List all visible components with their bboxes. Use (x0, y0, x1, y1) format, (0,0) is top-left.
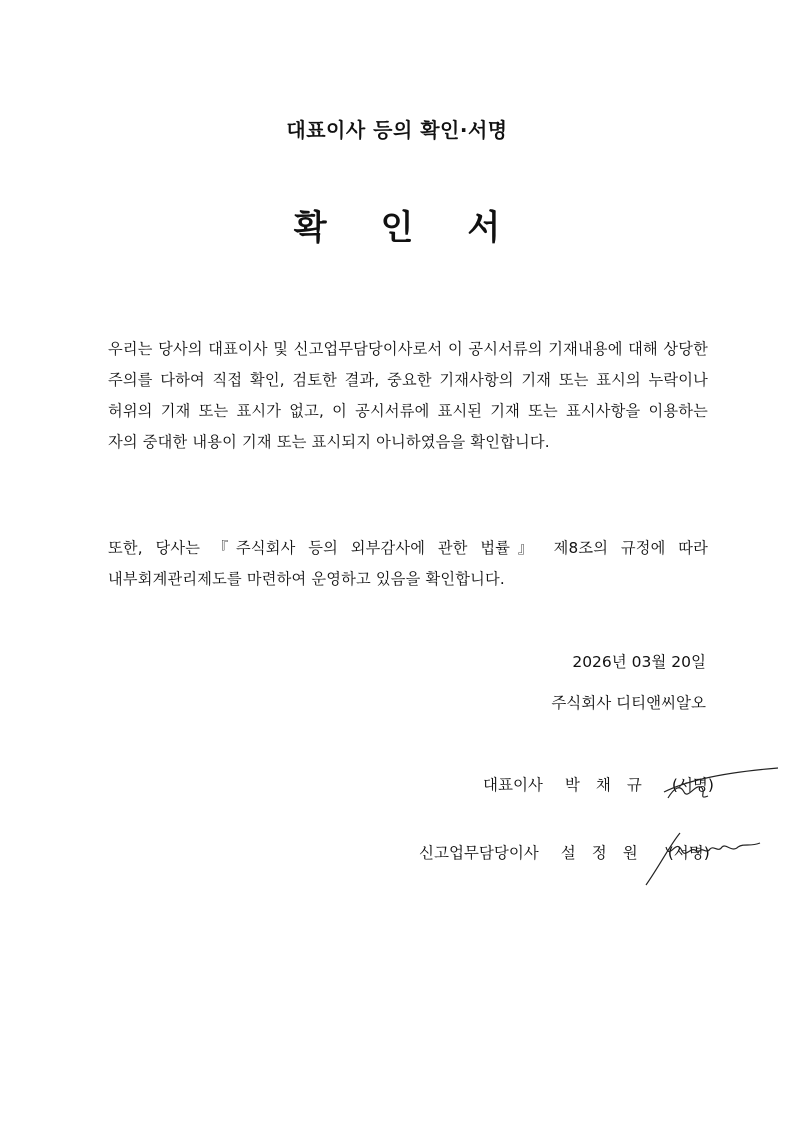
name-char: 채 (595, 776, 611, 794)
signatory-name (565, 773, 658, 795)
signature-row-director (419, 841, 710, 863)
document-title (0, 200, 794, 249)
signatory-role: 신고업무담당이사 (419, 844, 539, 862)
signatory-role: 대표이사 (483, 776, 543, 794)
document-heading: 대표이사 등의 확인·서명 (286, 118, 508, 142)
title-char: 서 (467, 208, 501, 248)
internal-control-paragraph: 또한, 당사는 『주식회사 등의 외부감사에 관한 법률』 제8조의 규정에 따라 내부회계관리제도를 마련하여 운영하고 있음을 확인합니다. (108, 539, 708, 588)
company-name: 주식회사 디티앤씨알오 (551, 694, 706, 712)
signature-row-ceo (483, 773, 714, 795)
name-char: 정 (591, 844, 607, 862)
title-char: 인 (380, 208, 414, 248)
confirmation-paragraph: 우리는 당사의 대표이사 및 신고업무담당이사로서 이 공시서류의 기재내용에 대해 상당한 주의를 다하여 직접 확인, 검토한 결과, 중요한 기재사항의 기재 또는 표시의 누락이나 허위의 기재 또는 표시가 없고, 이 공시서류에 표시된 기재 또는 표시사항을 이용하는 자의 중대한 내용이 기재 또는 표시되지 아니하였음을 확인합니다. (108, 340, 708, 451)
name-char: 규 (626, 776, 642, 794)
signature-label: (서명) (667, 844, 710, 862)
name-char: 박 (564, 776, 580, 794)
signatory-name (561, 841, 654, 863)
signature-label: (서명) (671, 776, 714, 794)
title-char: 확 (293, 208, 327, 248)
name-char: 원 (622, 844, 638, 862)
name-char: 설 (560, 844, 576, 862)
document-date: 2026년 03월 20일 (572, 653, 706, 671)
